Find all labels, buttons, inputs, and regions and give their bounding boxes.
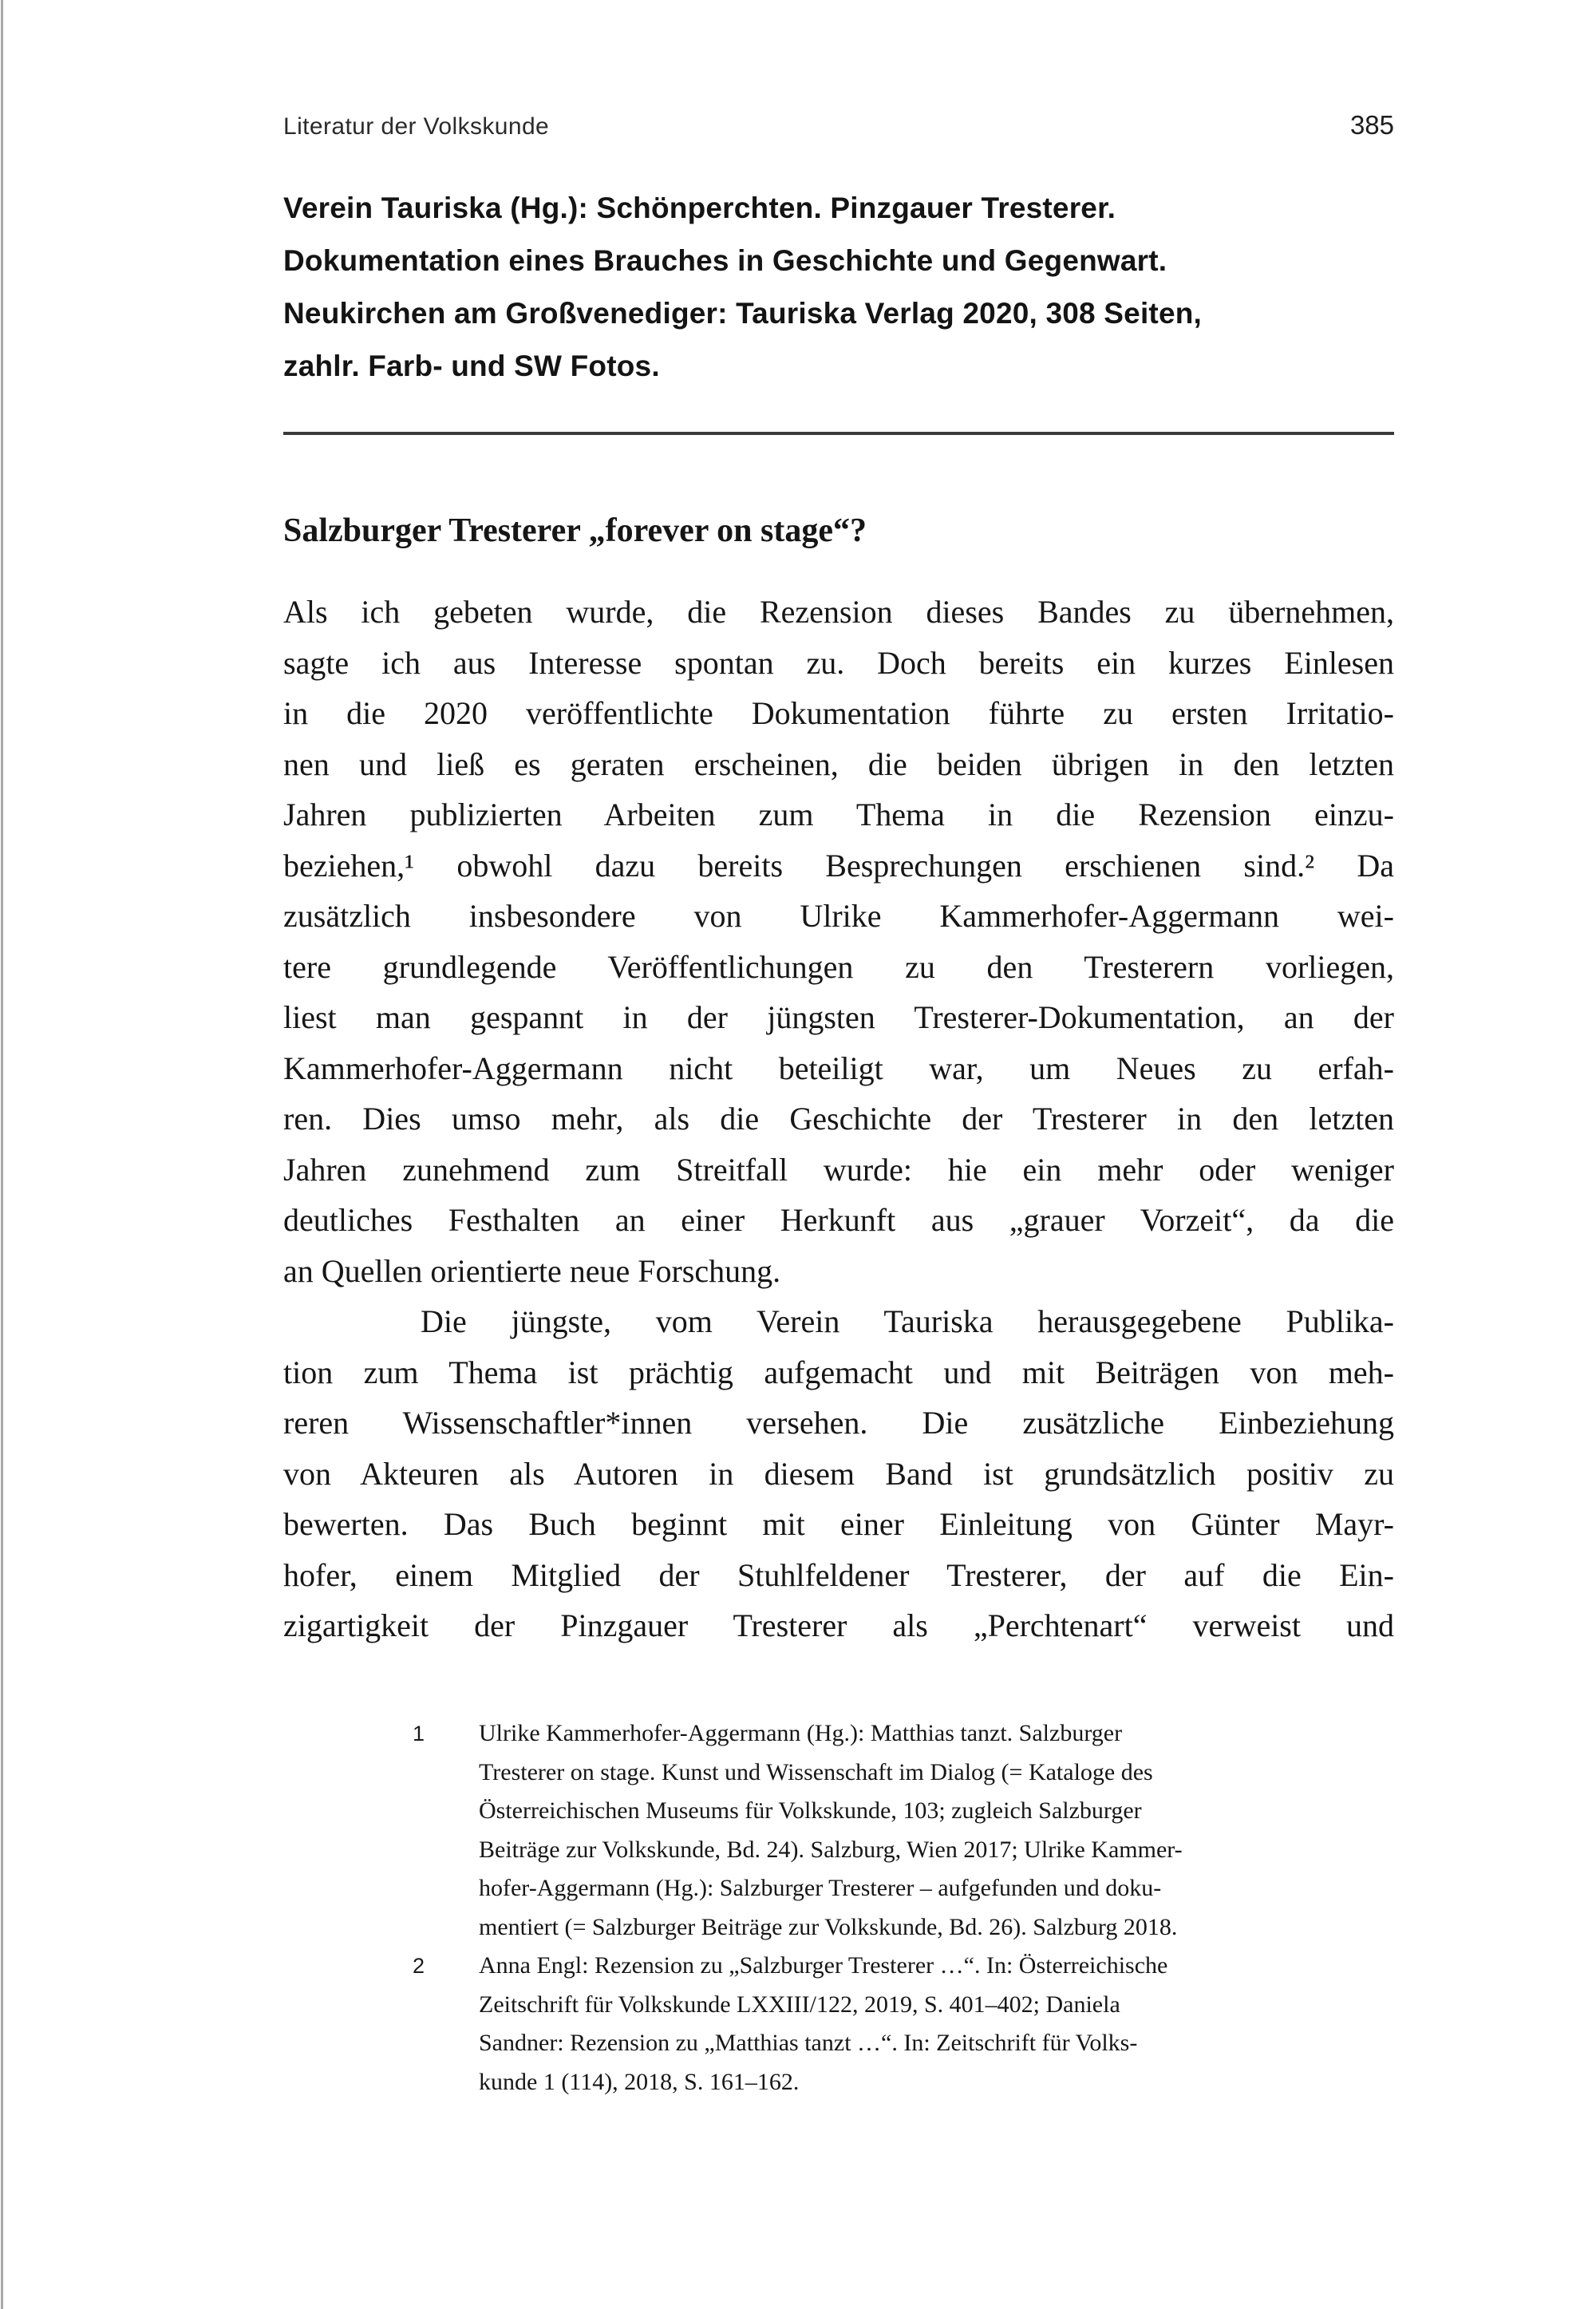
book-reference-line: Dokumentation eines Brauches in Geschichte und Gegenwart. [283, 244, 1167, 277]
body-line: tion zum Thema ist prächtig aufgemacht und mit Beiträgen von meh- [283, 1354, 1394, 1390]
body-line: hofer, einem Mitglied der Stuhlfeldener Tresterer, der auf die Ein- [283, 1556, 1394, 1593]
footnote-1 [413, 1714, 1394, 1947]
body-line: von Akteuren als Autoren in diesem Band ist grundsätzlich positiv zu [283, 1455, 1394, 1492]
footnote-line: mentiert (= Salzburger Beiträge zur Volkskunde, Bd. 26). Salzburg 2018. [479, 1913, 1178, 1940]
page-number: 385 [1349, 110, 1394, 140]
footnotes-section [413, 1714, 1394, 2101]
body-line: Jahren publizierten Arbeiten zum Thema in die Rezension einzu- [283, 797, 1394, 832]
body-line: deutliches Festhalten an einer Herkunft aus „grauer Vorzeit“, da die [283, 1202, 1394, 1238]
footnote-line: Tresterer on stage. Kunst und Wissenschaft im Dialog (= Kataloge des [479, 1758, 1153, 1785]
book-reference-line: Verein Tauriska (Hg.): Schönperchten. Pinzgauer Tresterer. [283, 192, 1116, 224]
footnote-line: hofer-Aggermann (Hg.): Salzburger Tresterer – aufgefunden und doku- [479, 1875, 1162, 1901]
footnote-line: Beiträge zur Volkskunde, Bd. 24). Salzburg, Wien 2017; Ulrike Kammer- [479, 1836, 1183, 1863]
body-line: reren Wissenschaftler*innen versehen. Die zusätzliche Einbeziehung [283, 1405, 1394, 1441]
body-line: ren. Dies umso mehr, als die Geschichte der Tresterer in den letzten [283, 1101, 1394, 1137]
body-line: Die jüngste, vom Verein Tauriska herausgegebene Publika- [421, 1303, 1394, 1339]
body-line: sagte ich aus Interesse spontan zu. Doch bereits ein kurzes Einlesen [283, 644, 1394, 681]
book-reference-line: zahlr. Farb- und SW Fotos. [283, 350, 660, 382]
footnote-line: Sandner: Rezension zu „Matthias tanzt …“. In: Zeitschrift für Volks- [479, 2030, 1138, 2056]
footnote-2-marker: 2 [413, 1954, 425, 1978]
body-line: bewerten. Das Buch beginnt mit einer Einleitung von Günter Mayr- [283, 1506, 1394, 1542]
footnote-2-text [479, 1947, 1394, 2101]
review-body [283, 587, 1394, 1651]
footnote-line: Anna Engl: Rezension zu „Salzburger Tresterer …“. In: Österreichische [479, 1952, 1168, 1979]
footnote-line: kunde 1 (114), 2018, S. 161–162. [479, 2068, 800, 2095]
book-reference-block [283, 182, 1394, 393]
body-line: beziehen,¹ obwohl dazu bereits Besprechungen erschienen sind.² Da [283, 847, 1394, 884]
body-line: in die 2020 veröffentlichte Dokumentation führte zu ersten Irritatio- [283, 695, 1394, 731]
body-line: Kammerhofer-Aggermann nicht beteiligt war, um Neues zu erfah- [283, 1050, 1394, 1086]
body-line: nen und ließ es geraten erscheinen, die beiden übrigen in den letzten [283, 745, 1394, 782]
body-line: zusätzlich insbesondere von Ulrike Kammerhofer-Aggermann wei- [283, 898, 1394, 934]
running-header [283, 110, 1394, 140]
footnote-line: Ulrike Kammerhofer-Aggermann (Hg.): Matthias tanzt. Salzburger [479, 1720, 1123, 1746]
footnote-1-marker: 1 [413, 1722, 425, 1746]
footnote-1-text [479, 1714, 1394, 1947]
footnote-2 [413, 1947, 1394, 2101]
body-line: zigartigkeit der Pinzgauer Tresterer als „Perchtenart“ verweist und [283, 1607, 1394, 1643]
footnote-line: Zeitschrift für Volkskunde LXXIII/122, 2019, S. 401–402; Daniela [479, 1991, 1120, 2018]
body-line: Jahren zunehmend zum Streitfall wurde: hie ein mehr oder weniger [283, 1151, 1394, 1188]
body-line: liest man gespannt in der jüngsten Tresterer-Dokumentation, an der [283, 999, 1394, 1035]
body-line: an Quellen orientierte neue Forschung. [283, 1252, 781, 1289]
section-title: Literatur der Volkskunde [283, 113, 550, 140]
body-line: tere grundlegende Veröffentlichungen zu den Tresterern vorliegen, [283, 948, 1394, 985]
book-reference-line: Neukirchen am Großvenediger: Tauriska Verlag 2020, 308 Seiten, [283, 297, 1202, 330]
review-heading: Salzburger Tresterer „forever on stage“? [283, 512, 867, 549]
horizontal-rule [283, 432, 1394, 435]
page-left-edge-line [1, 0, 3, 2309]
footnote-line: Österreichischen Museums für Volkskunde, 103; zugleich Salzburger [479, 1797, 1142, 1824]
body-line: Als ich gebeten wurde, die Rezension dieses Bandes zu übernehmen, [283, 594, 1394, 630]
